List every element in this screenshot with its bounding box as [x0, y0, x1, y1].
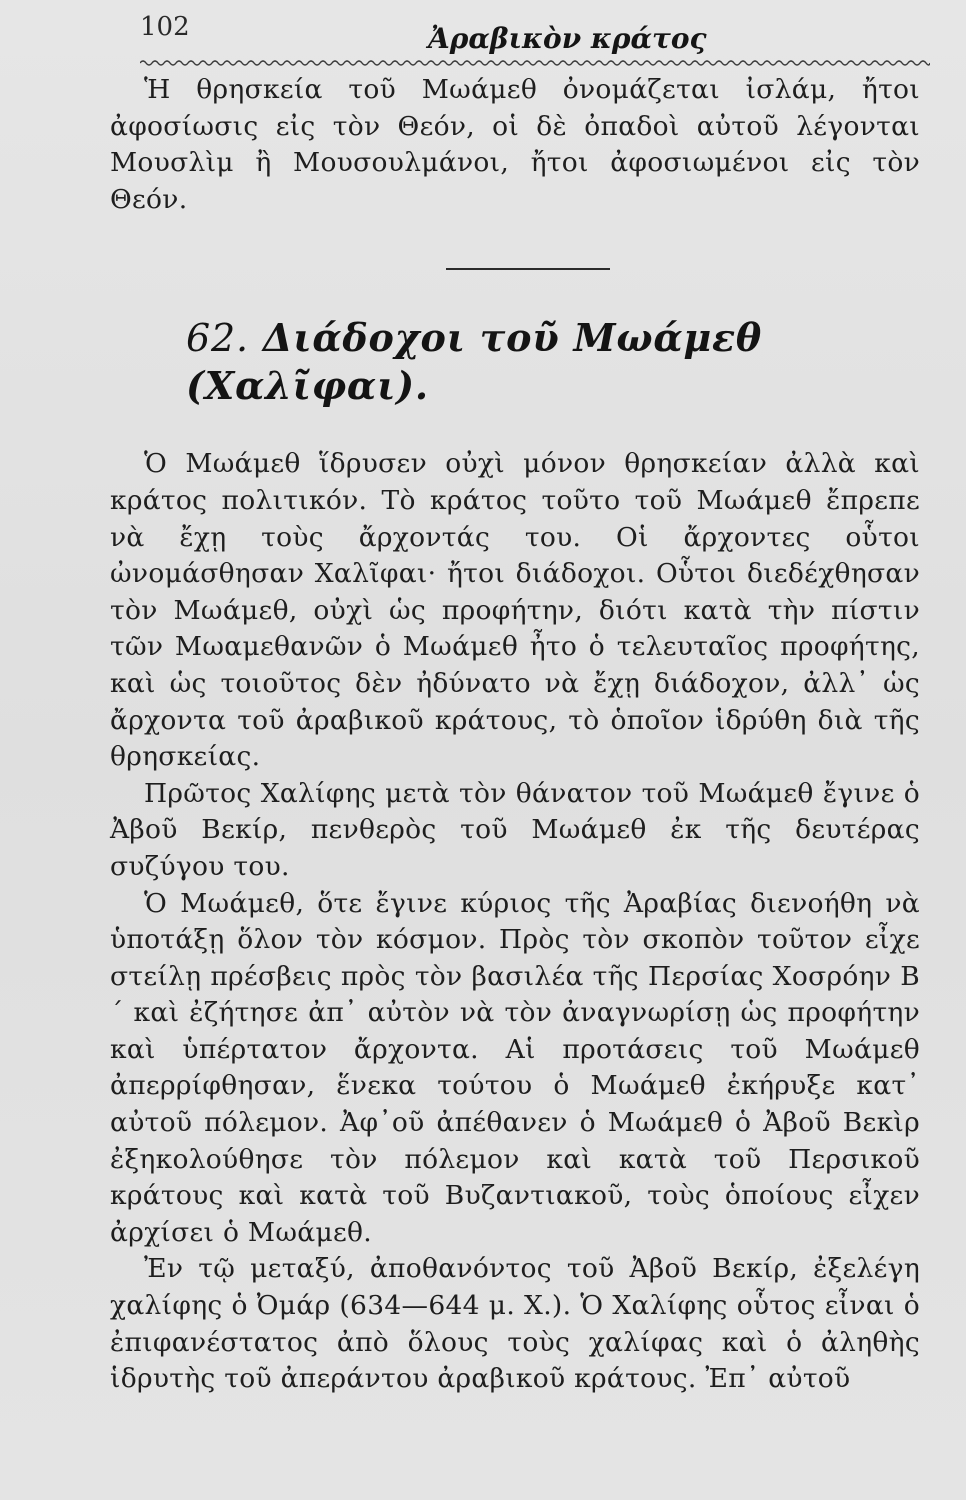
paragraph: Ἐν τῷ μεταξύ, ἀποθανόντος τοῦ Ἀβοῦ Βεκίρ, ἐξελέγη χαλίφης ὁ Ὀμάρ (634—644 μ. Χ.). Ὁ Χαλίφης οὗτος εἶναι ὁ ἐπιφανέστατος ἀπὸ ὅλους τοὺς χαλίφας καὶ ὁ ἀληθὴς ἱδρυτὴς τοῦ ἀπεράντου ἀραβικοῦ κράτους. Ἐπ᾽ αὐτοῦ: [110, 1253, 920, 1395]
section-divider: [446, 268, 610, 270]
paragraph: Πρῶτος Χαλίφης μετὰ τὸν θάνατον τοῦ Μωάμεθ ἔγινε ὁ Ἀβοῦ Βεκίρ, πενθερὸς τοῦ Μωάμεθ ἐκ τῆς δευτέρας συζύγου του.: [110, 777, 920, 882]
running-title: Ἀραβικὸν κράτος: [428, 22, 707, 55]
page-header: [140, 8, 930, 68]
section-heading: [110, 314, 920, 410]
page-body: [110, 72, 920, 1398]
header-wavy-rule: [140, 58, 930, 68]
paragraph: Ὁ Μωάμεθ, ὅτε ἔγινε κύριος τῆς Ἀραβίας διενοήθη νὰ ὑποτάξῃ ὅλον τὸν κόσμον. Πρὸς τὸν σκοπὸν τοῦτον εἶχε στείλῃ πρέσβεις πρὸς τὸν βασιλέα τῆς Περσίας Χοσρόην Β´ καὶ ἐζήτησε ἀπ᾽ αὐτὸν νὰ τὸν ἀναγνωρίσῃ ὡς προφήτην καὶ ὑπέρτατον ἄρχοντα. Αἱ προτάσεις τοῦ Μωάμεθ ἀπερρίφθησαν, ἕνεκα τούτου ὁ Μωάμεθ ἐκήρυξε κατ᾽ αὐτοῦ πόλεμον. Ἀφ᾽οῦ ἀπέθανεν ὁ Μωάμεθ ὁ Ἀβοῦ Βεκὶρ ἐξηκολούθησε τὸν πόλεμον καὶ κατὰ τοῦ Περσικοῦ κράτους καὶ κατὰ τοῦ Βυζαντιακοῦ, τοὺς ὁποίους εἶχεν ἀρχίσει ὁ Μωάμεθ.: [110, 887, 920, 1248]
page-number: 102: [140, 12, 190, 42]
section-number: 62.: [186, 316, 249, 361]
intro-paragraph: Ἡ θρησκεία τοῦ Μωάμεθ ὀνομάζεται ἰσλάμ, ἤτοι ἀφοσίωσις εἰς τὸν Θεόν, οἱ δὲ ὀπαδοὶ αὐτοῦ λέγονται Μουσλὶμ ἢ Μουσουλμάνοι, ἤτοι ἀφοσιωμένοι εἰς τὸν Θεόν.: [110, 74, 920, 215]
paragraph: Ὁ Μωάμεθ ἵδρυσεν οὐχὶ μόνον θρησκείαν ἀλλὰ καὶ κράτος πολιτικόν. Τὸ κράτος τοῦτο τοῦ Μωάμεθ ἔπρεπε νὰ ἔχῃ τοὺς ἄρχοντάς του. Οἱ ἄρχοντες οὗτοι ὠνομάσθησαν Χαλῖφαι· ἤτοι διάδοχοι. Οὗτοι διεδέχθησαν τὸν Μωάμεθ, οὐχὶ ὡς προφήτην, διότι κατὰ τὴν πίστιν τῶν Μωαμεθανῶν ὁ Μωάμεθ ἦτο ὁ τελευταῖος προφήτης, καὶ ὡς τοιοῦτος δὲν ἠδύνατο νὰ ἔχῃ διάδοχον, ἀλλ᾽ ὡς ἄρχοντα τοῦ ἀραβικοῦ κράτους, τὸ ὁποῖον ἱδρύθη διὰ τῆς θρησκείας.: [110, 448, 920, 773]
section-title: Διάδοχοι τοῦ Μωάμεθ (Χαλῖφαι).: [186, 315, 763, 409]
